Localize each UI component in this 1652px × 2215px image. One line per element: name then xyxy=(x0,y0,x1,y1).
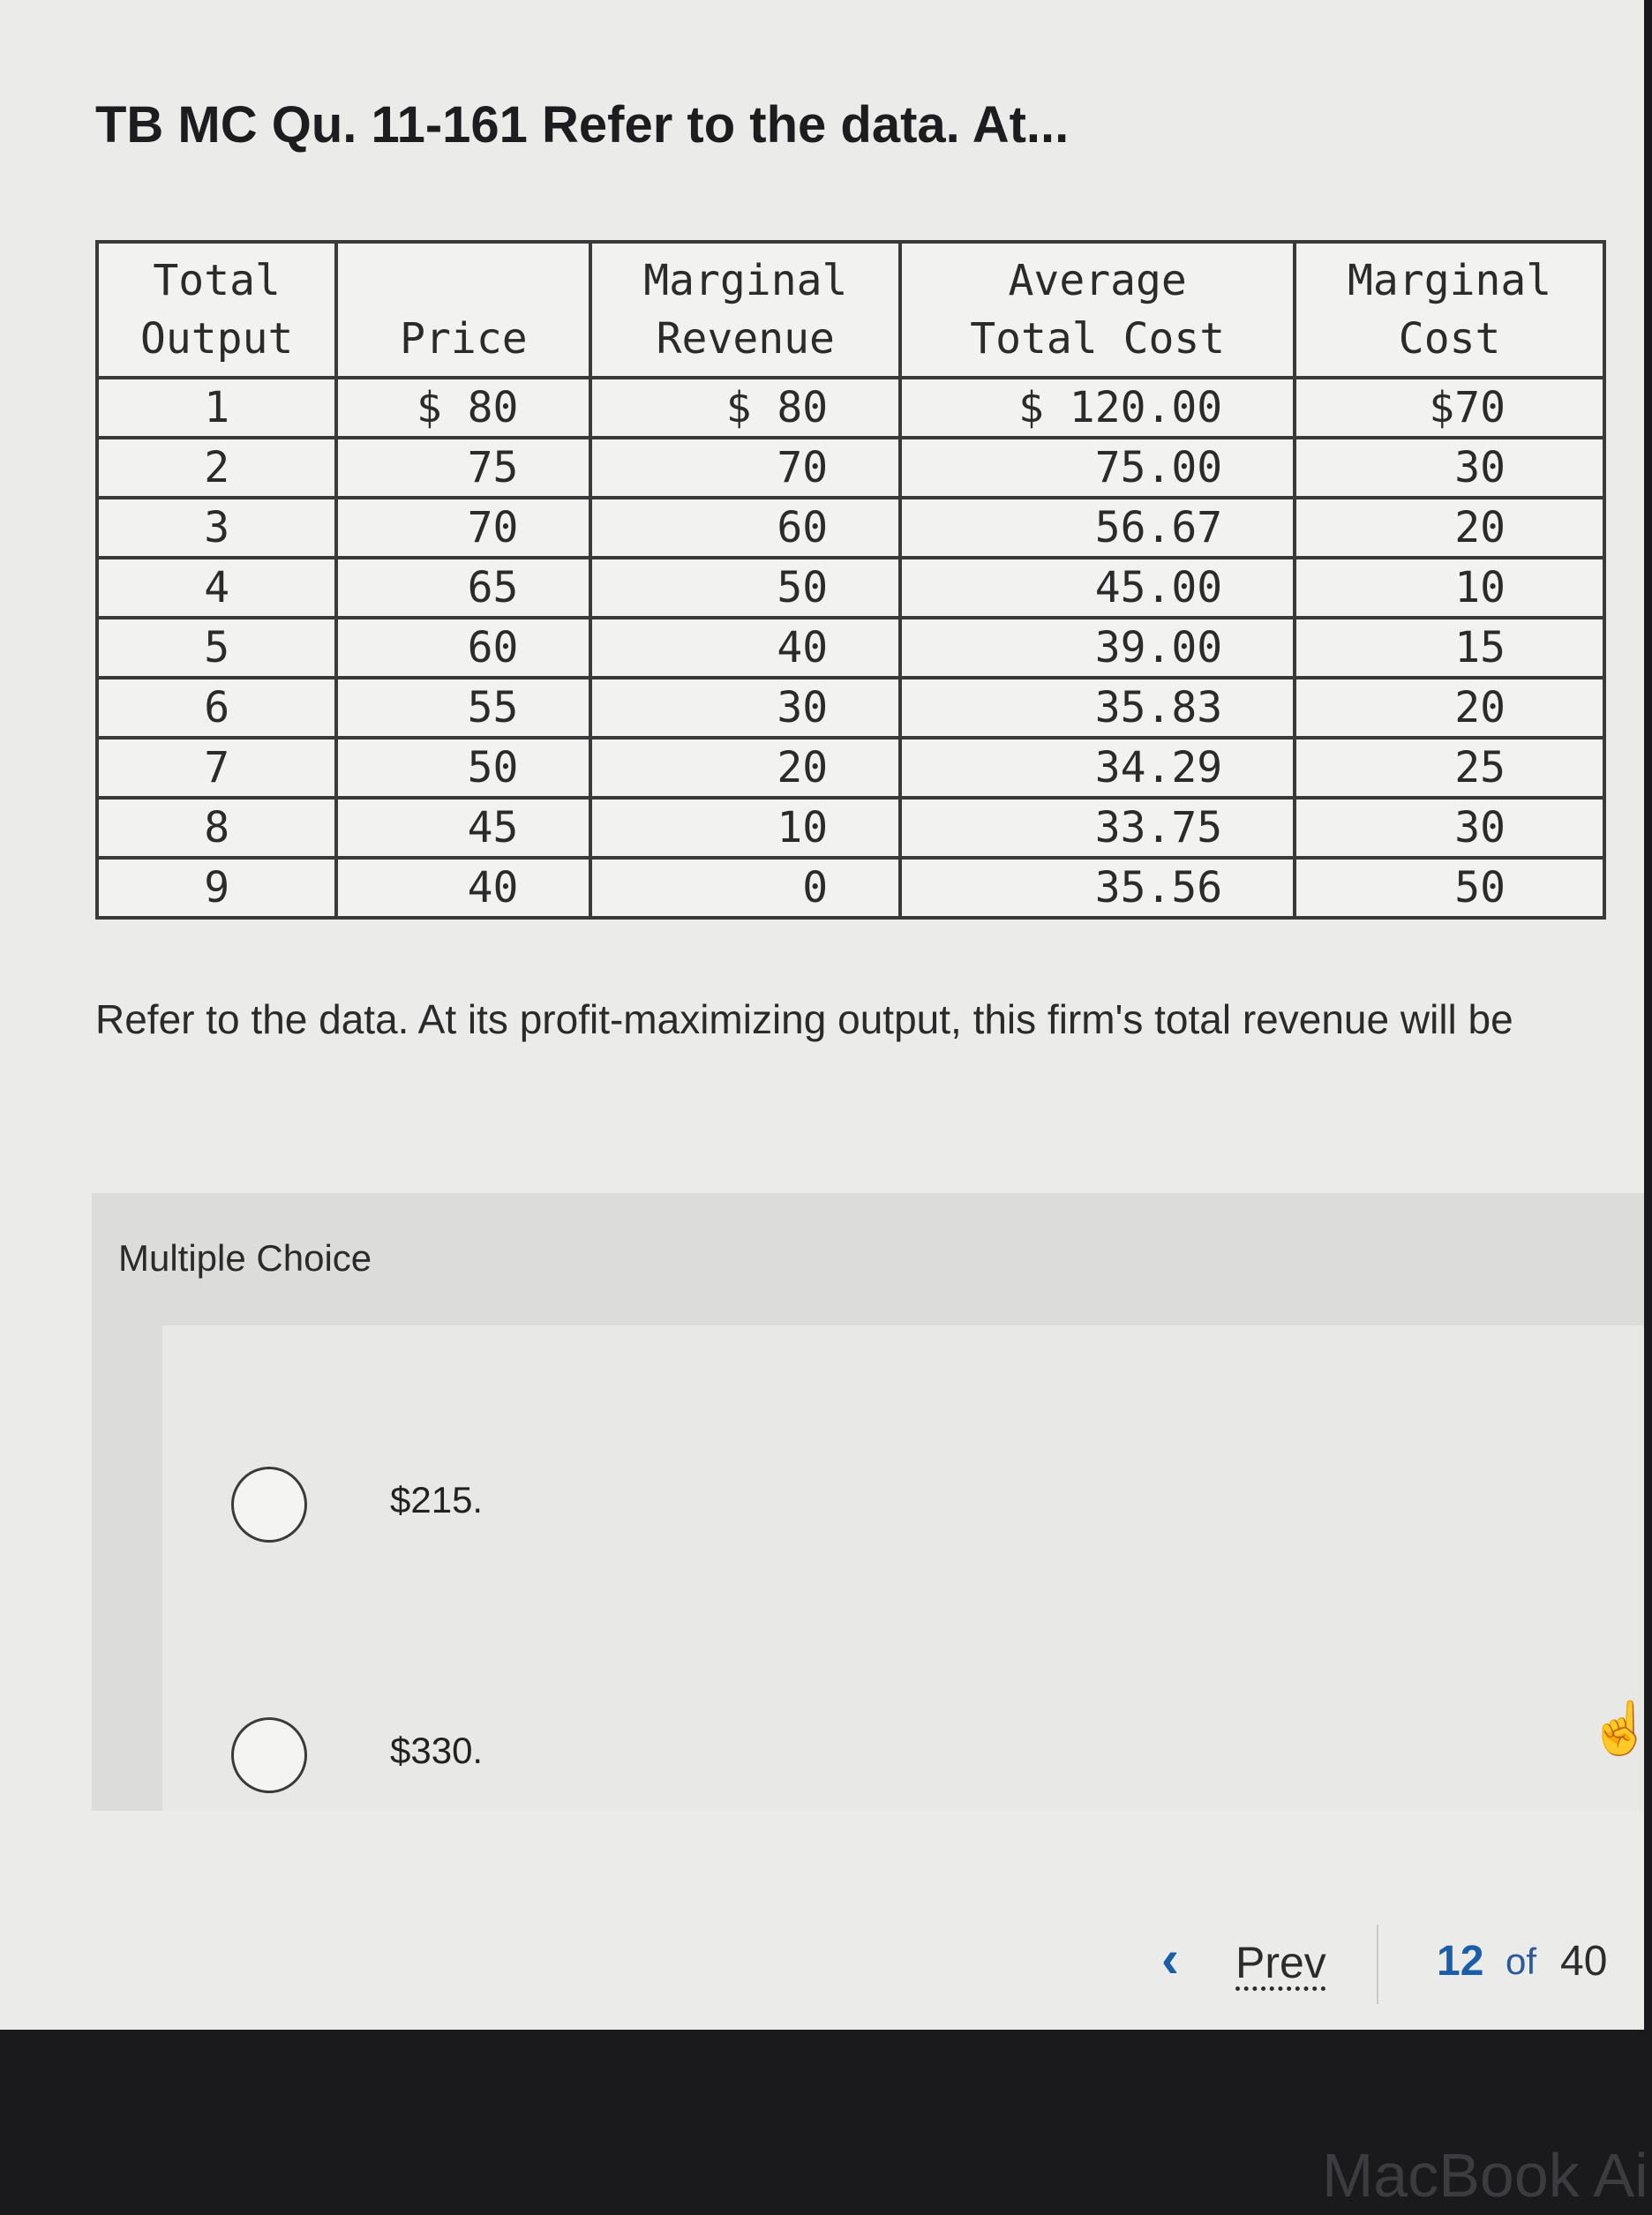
radio-button-icon[interactable] xyxy=(231,1467,307,1543)
table-cell: 30 xyxy=(590,678,900,738)
table-cell: 5 xyxy=(97,618,336,678)
table-cell: 40 xyxy=(336,858,590,918)
table-cell: 10 xyxy=(1295,558,1604,618)
nav-divider xyxy=(1377,1925,1378,2004)
table-row xyxy=(97,438,1604,498)
table-cell: 20 xyxy=(590,738,900,798)
table-cell: 15 xyxy=(1295,618,1604,678)
table-cell: 33.75 xyxy=(900,798,1295,858)
total-pages-number: 40 xyxy=(1560,1938,1608,1985)
table-cell: 30 xyxy=(1295,798,1604,858)
table-row xyxy=(97,618,1604,678)
header-line: Output xyxy=(139,314,294,364)
header-marginal-revenue xyxy=(590,242,900,378)
header-line: Marginal xyxy=(1348,256,1552,305)
table-cell: 60 xyxy=(336,618,590,678)
header-total-output xyxy=(97,242,336,378)
table-cell: 1 xyxy=(97,378,336,438)
table-body xyxy=(97,378,1604,918)
header-marginal-cost xyxy=(1295,242,1604,378)
header-line xyxy=(347,252,580,310)
choice-option-2[interactable] xyxy=(231,1717,849,1797)
choice-label[interactable]: $330. xyxy=(390,1730,484,1771)
header-line: Cost xyxy=(1398,314,1501,364)
table-row xyxy=(97,678,1604,738)
table-cell: 20 xyxy=(1295,498,1604,558)
header-line: Revenue xyxy=(656,314,835,364)
table-cell: $ 120.00 xyxy=(900,378,1295,438)
table-row xyxy=(97,858,1604,918)
data-table xyxy=(95,240,1606,920)
table-cell: 34.29 xyxy=(900,738,1295,798)
table-cell: 20 xyxy=(1295,678,1604,738)
table-row xyxy=(97,558,1604,618)
table-cell: 50 xyxy=(336,738,590,798)
table-cell: $ 80 xyxy=(336,378,590,438)
table-cell: 75.00 xyxy=(900,438,1295,498)
table-cell: 8 xyxy=(97,798,336,858)
header-line: Average xyxy=(1008,256,1187,305)
device-brand-logo: MacBook Ai xyxy=(1322,2141,1648,2210)
table-cell: 50 xyxy=(1295,858,1604,918)
choice-option-1[interactable] xyxy=(231,1467,849,1546)
page-of-label: of xyxy=(1506,1941,1537,1982)
table-cell: 10 xyxy=(590,798,900,858)
table-cell: $ 80 xyxy=(590,378,900,438)
table-cell: 39.00 xyxy=(900,618,1295,678)
table-header-row xyxy=(97,242,1604,378)
table-row xyxy=(97,798,1604,858)
table-row xyxy=(97,498,1604,558)
header-price xyxy=(336,242,590,378)
table-cell: 40 xyxy=(590,618,900,678)
header-line: Price xyxy=(400,314,528,364)
hand-cursor-icon: ☝ xyxy=(1588,1700,1652,1757)
table-cell: 3 xyxy=(97,498,336,558)
table-cell: 30 xyxy=(1295,438,1604,498)
table-cell: 35.56 xyxy=(900,858,1295,918)
header-line: Total xyxy=(153,256,281,305)
header-line: Marginal xyxy=(643,256,848,305)
table-cell: 65 xyxy=(336,558,590,618)
table-cell: 7 xyxy=(97,738,336,798)
page-title: TB MC Qu. 11-161 Refer to the data. At... xyxy=(95,96,1070,154)
table-cell: 50 xyxy=(590,558,900,618)
table-row xyxy=(97,378,1604,438)
table-row xyxy=(97,738,1604,798)
table-cell: $70 xyxy=(1295,378,1604,438)
table-cell: 45 xyxy=(336,798,590,858)
question-text: Refer to the data. At its profit-maximizing output, this firm's total revenue will be xyxy=(95,996,1513,1042)
header-line: Total Cost xyxy=(970,314,1226,364)
table-cell: 45.00 xyxy=(900,558,1295,618)
table-cell: 25 xyxy=(1295,738,1604,798)
choice-label[interactable]: $215. xyxy=(390,1479,484,1520)
table-cell: 6 xyxy=(97,678,336,738)
multiple-choice-label: Multiple Choice xyxy=(118,1237,372,1279)
header-average-total-cost xyxy=(900,242,1295,378)
table-cell: 70 xyxy=(336,498,590,558)
current-page-number[interactable]: 12 xyxy=(1437,1938,1484,1985)
table-cell: 55 xyxy=(336,678,590,738)
table-cell: 70 xyxy=(590,438,900,498)
chevron-left-icon[interactable]: ‹ xyxy=(1161,1929,1179,1988)
table-cell: 60 xyxy=(590,498,900,558)
table-cell: 4 xyxy=(97,558,336,618)
table-cell: 75 xyxy=(336,438,590,498)
table-cell: 35.83 xyxy=(900,678,1295,738)
table-cell: 56.67 xyxy=(900,498,1295,558)
table-cell: 9 xyxy=(97,858,336,918)
prev-button[interactable]: Prev xyxy=(1235,1938,1326,1987)
pagination-nav xyxy=(1156,1928,1633,1999)
table-cell: 2 xyxy=(97,438,336,498)
table-cell: 0 xyxy=(590,858,900,918)
radio-button-icon[interactable] xyxy=(231,1717,307,1793)
